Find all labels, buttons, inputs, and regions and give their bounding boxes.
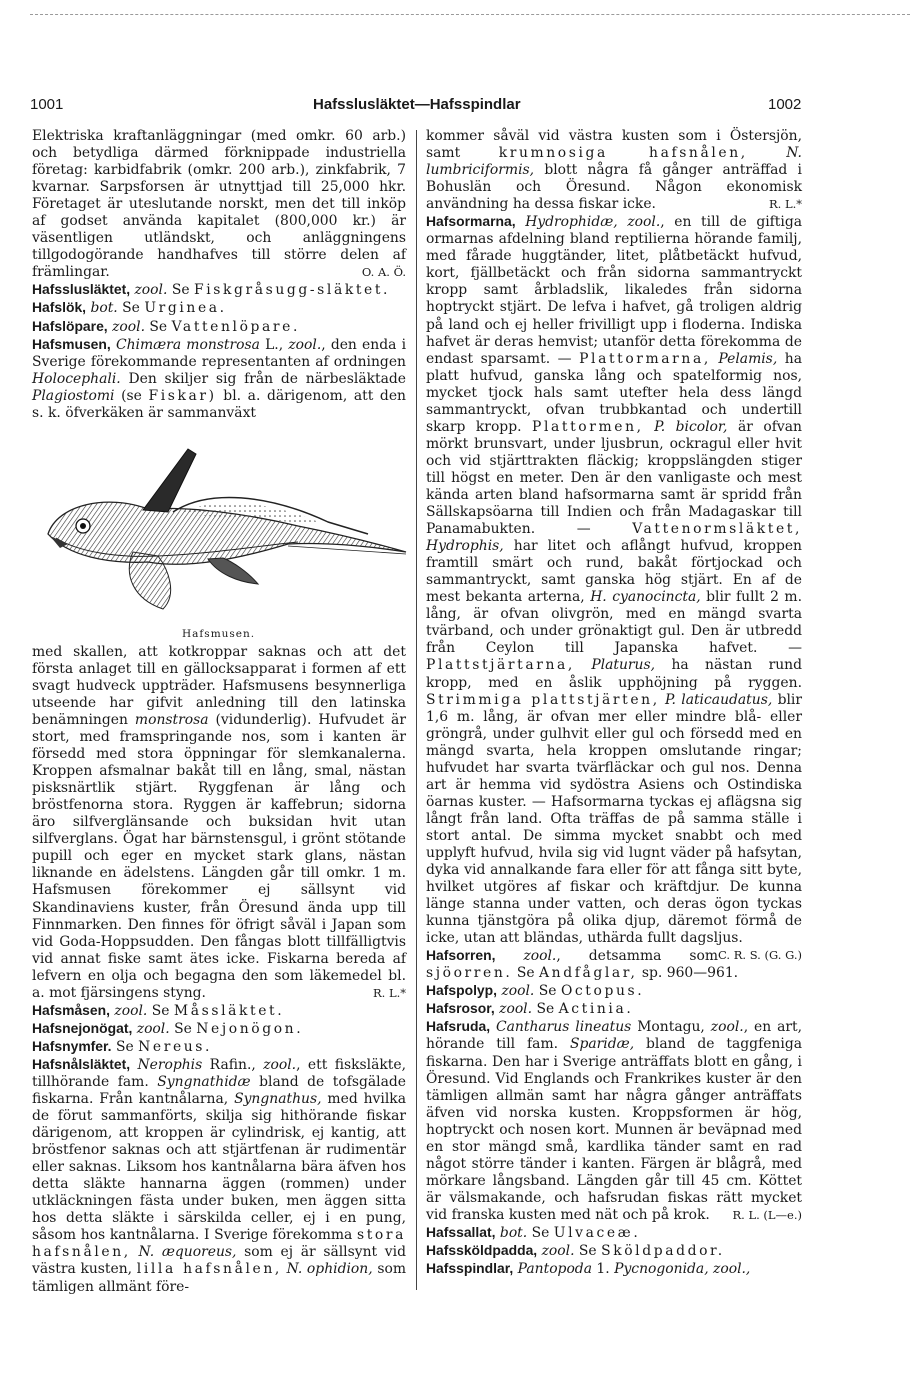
entry-hafsorren: Hafsorren, zool., detsamma som sjöorren. Se Andfåglar, sp. 960—961. [426, 947, 739, 982]
entry-hafsnejonögat: Hafsnejonögat, zool. Se Nejonögon. [32, 1019, 304, 1037]
entry-hafsmåsen: Hafsmåsen, zool. Se Måssläktet. [32, 1001, 285, 1019]
figure-caption: Hafsmusen. [182, 627, 256, 640]
page-header [30, 96, 810, 116]
entry-hafsslusläktet: Hafsslusläktet, zool. Se Fiskgråsugg-släktet. [32, 281, 391, 299]
right-page-number: 1002 [768, 96, 802, 113]
entry-hafssallat: Hafssallat, bot. Se Ulvaceæ. [426, 1224, 641, 1241]
top-border [30, 14, 910, 15]
entry-hafspolyp: Hafspolyp, zool. Se Octopus. [426, 982, 645, 1000]
entry-hafsnålsläktet: Hafsnålsläktet, Nerophis Rafin., zool., ett fisksläkte, tillhörande fam. Syngnathidæ bland de tofsgälade fiskarna. Från kantnålarna, Syngnathus, med hvilka de förut sammanförts, skilja sig hithörande fiskar därigenom, att kroppen är cylindrisk, ej kantig, att bröstfenor saknas och att stjärtfenan är rudimentär eller saknas. Liksom hos kantnålarna bära äfven hos detta släkte hannarna äggen (rommen) under utkläckningen fästa under buken, men äggen sitta hos detta släkte i särskilda celler, ej i en pung, såsom hos kantnålarna. I Sverige förekomma stora hafsnålen, N. æquoreus, som ej är sällsynt vid västra kusten, lilla hafsnålen, N. ophidion, som tämligen allmänt före- [32, 1055, 406, 1295]
entry-hafsmusen: Hafsmusen, Chimæra monstrosa L., zool., den enda i Sverige förekommande representanten af ordningen Holocephali. Den skiljer sig från de närbesläktade Plagiostomi (se Fiskar) bl. a. därigenom, att den s. k. öfverkäken är sammanväxt [32, 335, 407, 421]
chimaera-fish-illustration [38, 434, 408, 619]
entry-hafsormarna: Hafsormarna, Hydrophidæ, zool., en till de giftiga ormarnas afdelning bland reptilierna hörande familj, med fårade huggtänder, litet, plåtbetäckt hufvud, kort, fjällbetäckt och från sidorna sammantryckt kropp samt årbladslik, likaledes från sidorna hoptryckt stjärt. De lefva i hafvet, gå troligen aldrig på land och ej heller frivilligt upp i floderna. Indiska hafvet är deras hemvist; utanför detta förekomma de endast sparsamt. — Plattormarna, Pelamis, ha platt hufvud, ganska lång och spatelformig nos, mycket tjock hals samt utefter hela dess längd sammantryckt, ofvan trubbkantad och undertill skarp kropp. Plattormen, P. bicolor, är ofvan mörkt brunsvart, under ljusbrun, ockragul eller hvit och vid stjärttrakten fläckig; kroppslängden stiger till högst en meter. Den är den vanligaste och mest kända arten bland hafsormarna samt är spridd från Sällskapsöarna till Indien och från Madagaskar till Panamabukten. — Vattenormsläktet, Hydrophis, har litet och aflångt hufvud, kroppen framtill smärt och rund, bakåt förtjockad och sammantryckt, samt ganska hög stjärt. En af de mest bekanta arterna, H. cyanocincta, blir fullt 2 m. lång, är ofvan olivgrön, med en mängd svarta tvärband, och under grönaktigt gul. Den är utbredd från Ceylon till Japanska hafvet. — Plattstjärtarna, Platurus, ha nästan rund kropp, med en åslik upphöjning på ryggen. Strimmiga plattstjärten, P. laticaudatus, blir 1,6 m. lång, är ofvan mer eller mindre blå- eller gröngrå, under gulhvit eller gul och försedd med en mängd svarta, hela kroppen omslutande ringar; hufvudet har svarta tvärfläckar och gul nos. Denna art är hemma vid sydöstra Asiens och Ostindiska öarnas kuster. — Hafsormarna tyckas ej aflägsna sig långt från land. Ofta träffas de på samma ställe i stort antal. De simma mycket snabbt och med upplyft hufvud, hvila sig vid lugnt väder på hafsytan, dyka vid annalkande fara eller för att fånga sitt byte, hvilket utgöres af fiskar och kräftdjur. De kunna länge stanna under vatten, och deras ögon tyckas kunna tjänstgöra på olika djup, däremot förmå de icke, utan att bländas, uthärda fullt dagsljus. C. R. S. (G. G.) [426, 213, 803, 963]
entry-hafsnymfer: Hafsnymfer. Se Nereus. [32, 1037, 213, 1055]
entry-hafsspindlar: Hafsspindlar, Pantopoda 1. Pycnogonida, zool., [426, 1260, 751, 1278]
entry-elektriska: Elektriska kraftanläggningar (med omkr. 60 arb.) och betydliga därmed förknippade industriella företag: karbidfabrik (omkr. 200 arb.), zinkfabrik, 7 kvarnar. Sarpsforsen är utnyttjad till 25,000 hkr. Företaget är uteslutande norskt, men det till inköp af godset använda kapitalet (800,000 kr.) är väsentligen utländskt, och anläggningens tillgodogörande handhafves till större delen af främlingar. O. A. Ö. [32, 128, 406, 281]
right-column [426, 128, 802, 1278]
left-page-number: 1001 [30, 96, 64, 113]
page-title: Hafsslusläktet—Hafsspindlar [313, 96, 521, 113]
entry-hafsrosor: Hafsrosor, zool. Se Actinia. [426, 1000, 634, 1018]
entry-hafslök: Hafslök, bot. Se Urginea. [32, 299, 227, 317]
entry-hafsmusen-cont: med skallen, att kotkroppar saknas och att det första anlaget till en gällocksapparat i formen af ett svagt hudveck uppträder. Hafsmusens besynnerliga utseende har gifvit anledning till den latinska benämningen monstrosa (vidunderlig). Hufvudet är stort, med framspringande nos, som i kanten är försedd med stora öppningar för slemkanalerna. Kroppen afsmalnar bakåt till en lång, smal, nästan pisksnärtlik stjärt. Ryggfenan är lång och bröstfenorna stora. Ryggen är kaffebrun; sidorna äro silfverglänsande och buksidan hvit utan silfverglans. Ögat har bärnstensgul, i grönt stötande pupill och eger en mycket stark glans, nästan liknande en ädelstens. Längden går till omkr. 1 m. Hafsmusen förekommer ej sällsynt vid Skandinaviens kuster, från Öresund ända upp till Finnmarken. Den finnes för öfrigt såväl i Japan som vid Goda-Hoppsudden. Den fångas blott tillfälligtvis vid annat fiske samt ätes icke. Fiskarna bereda af lefvern en olja och begagna den som läkemedel bl. a. mot fjärsingens styng. R. L.* [32, 643, 406, 1001]
entry-hafsruda: Hafsruda, Cantharus lineatus Montagu, zool., en art, hörande till fam. Sparidæ, bland de taggfeniga fiskarna. Den har i Sverige anträffats blott en gång, i Öresund. Vid Englands och Frankrikes kuster är den tämligen allmän samt har några gånger anträffats äfven vid norska kusten. Kroppsformen är hög, hoptryckt och nosen kort. Munnen är beväpnad med en stor mängd små, kardlika tänder samt en rad något större tänder i kanten. Färgen är blågrå, med mörkare långsband. Längden går till 45 cm. Köttet är välsmakande, och hafsrudan fiskas rätt mycket vid franska kusten med nät och på krok. R. L. (L—e.) [426, 1018, 803, 1223]
entry-hafslöpare: Hafslöpare, zool. Se Vattenlöpare. [32, 317, 301, 335]
left-column [32, 128, 406, 1296]
figure-hafsmusen [32, 434, 406, 644]
entry-hafsnålsläktet-cont: kommer såväl vid västra kusten som i Östersjön, samt krumnosiga hafsnålen, N. lumbriciformis, blott några få gånger anträffad i Bohuslän och Öresund. Någon ekonomisk användning ha dessa fiskar icke. R. L.* [426, 128, 802, 213]
entry-hafssköldpadda: Hafssköldpadda, zool. Se Sköldpaddor. [426, 1242, 725, 1260]
column-divider [416, 130, 417, 1290]
